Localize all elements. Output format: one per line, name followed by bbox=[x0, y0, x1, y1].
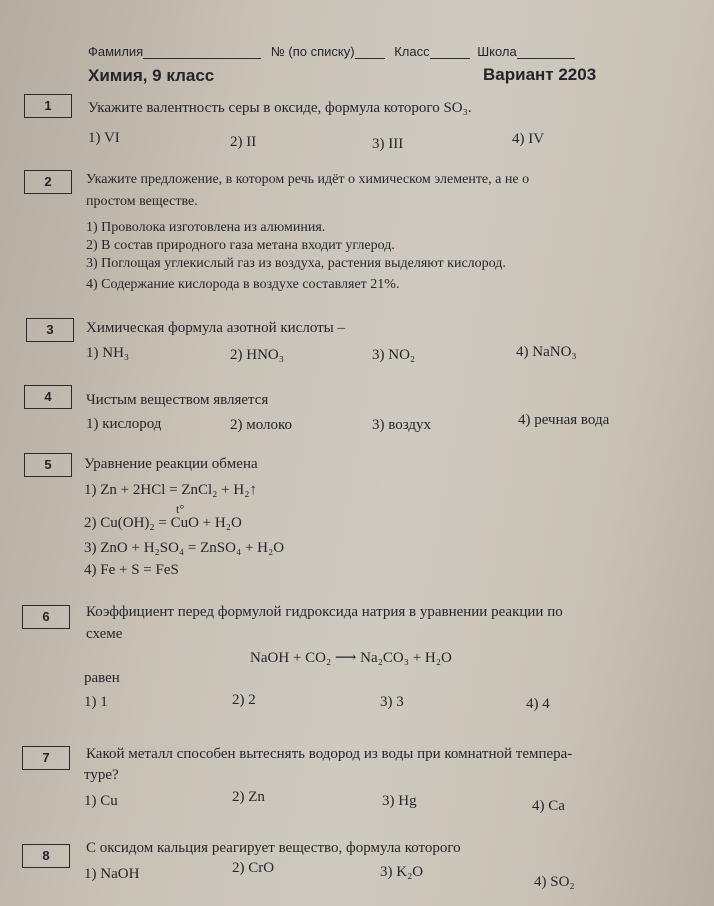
q6-option-4[interactable]: 4) 4 bbox=[526, 696, 550, 712]
q7-option-2[interactable]: 2) Zn bbox=[232, 789, 265, 805]
question-7-text-line2: туре? bbox=[84, 767, 119, 783]
q5-option-3[interactable]: 3) ZnO + H₂SO₄ = ZnSO₄ + H₂O bbox=[84, 540, 285, 556]
question-7-text-line1: Какой металл способен вытеснять водород из воды при комнатной темпера- bbox=[86, 746, 573, 762]
list-number-label: № (по списку) bbox=[270, 44, 355, 59]
surname-blank[interactable] bbox=[143, 46, 261, 59]
question-4-text: Чистым веществом является bbox=[86, 392, 269, 408]
q5-option-4[interactable]: 4) Fe + S = FeS bbox=[84, 562, 179, 578]
question-number-8: 8 bbox=[22, 844, 70, 868]
q8-option-4[interactable]: 4) SO₂ bbox=[534, 874, 575, 890]
q6-option-2[interactable]: 2) 2 bbox=[232, 692, 256, 708]
header-fields bbox=[88, 44, 575, 59]
list-number-blank[interactable] bbox=[355, 46, 385, 59]
q4-option-3[interactable]: 3) воздух bbox=[372, 417, 432, 433]
surname-label: Фамилия bbox=[88, 44, 144, 59]
question-number-2: 2 bbox=[24, 170, 72, 194]
q1-option-2[interactable]: 2) II bbox=[230, 134, 257, 150]
question-3-text: Химическая формула азотной кислоты – bbox=[86, 320, 345, 336]
question-number-6: 6 bbox=[22, 605, 70, 629]
q3-option-1[interactable]: 1) NH₃ bbox=[86, 345, 130, 361]
school-label: Школа bbox=[477, 44, 517, 59]
question-6-text-line2: схеме bbox=[86, 626, 123, 642]
q5-option-2[interactable]: 2) Cu(OH)₂ = CuO + H₂O bbox=[84, 515, 242, 531]
question-2-text-line2: простом веществе. bbox=[86, 194, 198, 209]
question-1-text: Укажите валентность серы в оксиде, формула которого SO₃. bbox=[88, 100, 472, 116]
q4-option-2[interactable]: 2) молоко bbox=[230, 417, 293, 433]
question-6-text-line3: равен bbox=[84, 670, 120, 686]
question-number-3: 3 bbox=[26, 318, 74, 342]
question-2-text-line1: Укажите предложение, в котором речь идёт о химическом элементе, а не о bbox=[86, 172, 530, 187]
q2-option-1[interactable]: 1) Проволока изготовлена из алюминия. bbox=[86, 220, 326, 235]
question-number-7: 7 bbox=[22, 746, 70, 770]
temperature-mark: t° bbox=[176, 502, 185, 516]
class-blank[interactable] bbox=[430, 46, 470, 59]
q3-option-2[interactable]: 2) HNO₃ bbox=[230, 347, 284, 363]
subject-title: Химия, 9 класс bbox=[88, 66, 215, 85]
reaction-scheme: NaOH + CO₂ ⟶ Na₂CO₃ + H₂O bbox=[250, 650, 452, 666]
q8-option-3[interactable]: 3) K₂O bbox=[380, 864, 424, 880]
question-number-1: 1 bbox=[24, 94, 72, 118]
question-6-text-line1: Коэффициент перед формулой гидроксида натрия в уравнении реакции по bbox=[86, 604, 563, 620]
variant-title: Вариант 2203 bbox=[483, 65, 597, 84]
q6-option-1[interactable]: 1) 1 bbox=[84, 694, 108, 710]
q1-option-1[interactable]: 1) VI bbox=[88, 130, 120, 146]
q2-option-2[interactable]: 2) В состав природного газа метана входит углерод. bbox=[86, 238, 395, 253]
q7-option-4[interactable]: 4) Ca bbox=[532, 798, 565, 814]
class-label: Класс bbox=[394, 44, 430, 59]
q3-option-3[interactable]: 3) NO₂ bbox=[372, 347, 416, 363]
q7-option-1[interactable]: 1) Cu bbox=[84, 793, 118, 809]
q8-option-1[interactable]: 1) NaOH bbox=[84, 866, 140, 882]
q3-option-4[interactable]: 4) NaNO₃ bbox=[516, 344, 577, 360]
question-8-text: С оксидом кальция реагирует вещество, формула которого bbox=[86, 840, 461, 856]
q4-option-4[interactable]: 4) речная вода bbox=[518, 412, 610, 428]
q7-option-3[interactable]: 3) Hg bbox=[382, 793, 417, 809]
question-number-5: 5 bbox=[24, 453, 72, 477]
q6-option-3[interactable]: 3) 3 bbox=[380, 694, 404, 710]
question-5-text: Уравнение реакции обмена bbox=[84, 456, 258, 472]
q1-option-3[interactable]: 3) III bbox=[372, 136, 404, 152]
q2-option-3[interactable]: 3) Поглощая углекислый газ из воздуха, растения выделяют кислород. bbox=[86, 256, 506, 271]
q4-option-1[interactable]: 1) кислород bbox=[86, 416, 162, 432]
school-blank[interactable] bbox=[517, 46, 575, 59]
q1-option-4[interactable]: 4) IV bbox=[512, 131, 545, 147]
q5-option-1[interactable]: 1) Zn + 2HCl = ZnCl₂ + H₂↑ bbox=[84, 482, 257, 498]
q8-option-2[interactable]: 2) CrO bbox=[232, 860, 275, 876]
question-number-4: 4 bbox=[24, 385, 72, 409]
q2-option-4[interactable]: 4) Содержание кислорода в воздухе составляет 21%. bbox=[86, 277, 400, 292]
